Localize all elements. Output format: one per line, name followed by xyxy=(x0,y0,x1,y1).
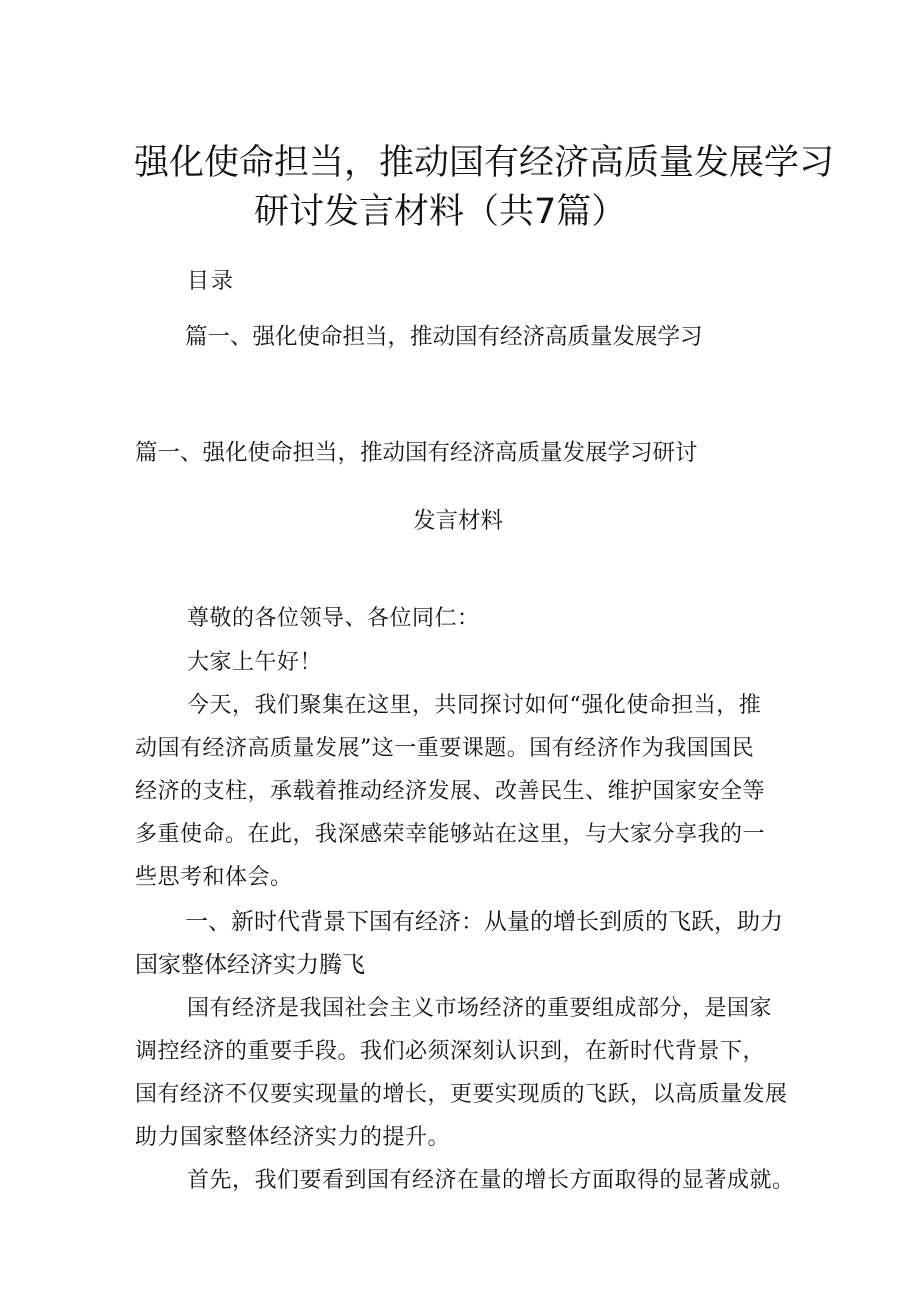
section-paragraph-line: 调控经济的重要手段。我们必须深刻认识到，在新时代背景下， xyxy=(135,1039,766,1064)
document-title-line-2: 研讨发言材料（共7篇） xyxy=(254,192,627,232)
section-paragraph-line: 国有经济不仅要实现量的增长，更要实现质的飞跃，以高质量发展 xyxy=(135,1082,788,1107)
section-paragraph-line: 助力国家整体经济实力的提升。 xyxy=(135,1125,451,1150)
greeting: 大家上午好！ xyxy=(187,650,323,675)
intro-paragraph-line: 些思考和体会。 xyxy=(135,865,293,890)
article-heading-line-1: 篇一、强化使命担当，推动国有经济高质量发展学习研讨 xyxy=(135,440,698,466)
intro-paragraph-line: 经济的支柱，承载着推动经济发展、改善民生、维护国家安全等 xyxy=(135,779,766,804)
section-paragraph-line: 首先，我们要看到国有经济在量的增长方面取得的显著成就。 xyxy=(187,1168,795,1193)
intro-paragraph-line: 动国有经济高质量发展”这一重要课题。国有经济作为我国国民 xyxy=(135,736,755,761)
section-heading-line: 国家整体经济实力腾飞 xyxy=(135,952,365,978)
intro-paragraph-line: 今天，我们聚集在这里，共同探讨如何“强化使命担当，推 xyxy=(187,693,762,718)
toc-item[interactable]: 篇一、强化使命担当，推动国有经济高质量发展学习 xyxy=(185,324,703,350)
section-paragraph-line: 国有经济是我国社会主义市场经济的重要组成部分，是国家 xyxy=(187,996,773,1021)
toc-label: 目录 xyxy=(187,269,236,294)
article-heading-line-2: 发言材料 xyxy=(413,508,504,534)
intro-paragraph-line: 多重使命。在此，我深感荣幸能够站在这里，与大家分享我的一 xyxy=(135,822,766,847)
document-title-line-1: 强化使命担当，推动国有经济高质量发展学习 xyxy=(134,143,835,183)
salutation: 尊敬的各位领导、各位同仁： xyxy=(187,606,480,631)
section-heading-line: 一、新时代背景下国有经济：从量的增长到质的飞跃，助力 xyxy=(185,909,783,935)
